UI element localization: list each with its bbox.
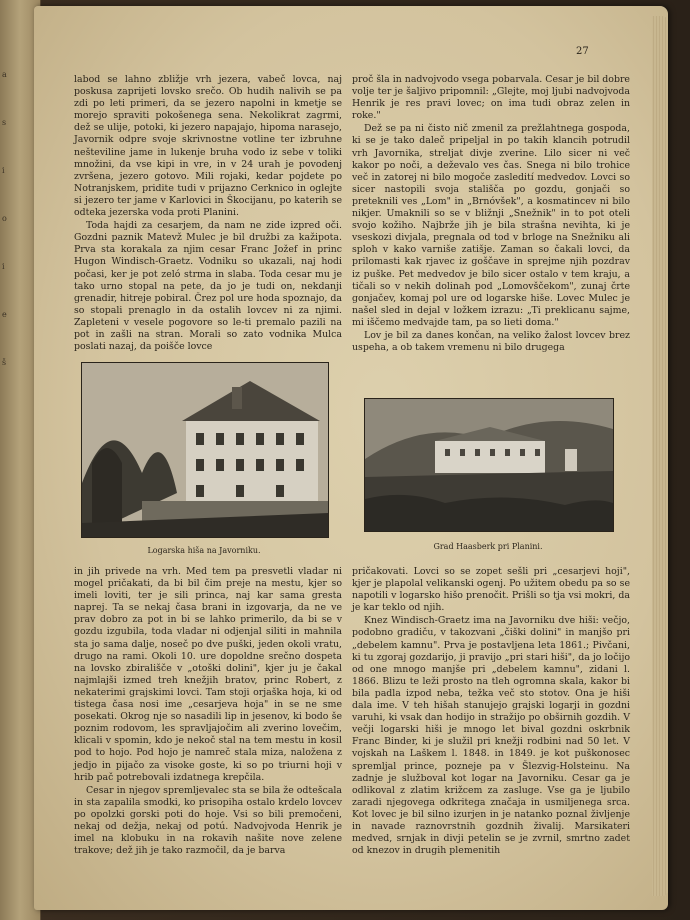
- page-edge: [652, 16, 668, 896]
- paragraph: Knez Windisch-Graetz ima na Javorniku dve hiši: večjo, podobno gradiču, v takozvani „čiški dolini" in manjšo pri „debelem kamnu". Prva je postavljena leta 1861.; Pivčani, ki tu zgoraj gozdarijo, ji pravijo „pri stari hiši", da jo ločijo od one mnogo manjše pri „debelem kamnu", zidani l. 1866. Blizu te leži prosto na tleh ogromna skala, kakor bi bila padla izpod neba, težka več sto stotov. Ona je hiši dala ime. V teh hišah stanujejo grajski logarji in gozdni varuhi, ki vsak dan hodijo in stražijo po obširnih gozdih. V večji logarski hiši je mnogo let bival gozdni oskrbnik Franc Binder, ki je služil pri knežji rodbini nad 50 let. V vojskah na Laškem l. 1848. in 1849. je kot puškonosec spremljal prince, pozneje pa v Šlezvig-Holsteinu. Na zadnje je služboval kot logar na Javorniku. Cesar ga je odlikoval z zlatim križcem za zasluge. Vse ga je ljubilo zaradi njegovega odkritega značaja in usmiljenega srca. Kot lovec je bil silno izurjen in je natanko poznal življenje in navade raznovrstnih gozdnih živalij. Marsikateri medved, srnjak in divji petelin se je zvrnil, smrtno zadet od knezov in drugih plemenitih: [352, 615, 630, 857]
- margin-fragment: i: [2, 166, 5, 175]
- paragraph: pričakovati. Lovci so se zopet sešli pri „cesarjevi hoji", kjer je plapolal velikanski ogenj. Po užitem obedu pa so se napotili v logarsko hišo prenočit. Prišli so tja vsi mokri, da je kar teklo od njih.: [352, 566, 630, 614]
- margin-fragment: e: [2, 310, 7, 319]
- margin-fragment: i: [2, 262, 5, 271]
- margin-fragment: o: [2, 214, 7, 223]
- margin-fragment: s: [2, 118, 7, 127]
- margin-fragment: š: [2, 358, 7, 367]
- column-left-bottom: [74, 566, 342, 858]
- paragraph: proč šla in nadvojvodo vsega pobarvala. Cesar je bil dobre volje ter je šaljivo pripomnil: „Glejte, moj ljubi nadvojvoda Henrik je res pravi lovec; on ima tudi obraz zelen in roke.": [352, 74, 630, 122]
- book-page: [34, 6, 668, 910]
- column-right-top: [352, 74, 630, 355]
- paragraph: Lov je bil za danes končan, na veliko žalost lovcev brez uspeha, a ob takem vremenu ni bilo drugega: [352, 329, 630, 354]
- photo-logarska-hisa: [81, 362, 329, 538]
- photo-caption-right: Grad Haasberk pri Planini.: [433, 542, 543, 551]
- photo-caption-left: Logarska hiša na Javorniku.: [147, 546, 261, 555]
- paragraph: labod se lahno zbližje vrh jezera, vabeč lovca, naj poskusa zaprijeti lovsko srečo. Ob hudih nalivih se pa zdi po leti primeri, da se jezero napolni in kmetje se morejo spraviti pokošenega sena. Nekolikrat zagrmi, dež se ulije, potoki, ki jezero napajajo, hipoma narasejo, Javornik odpre svoje skrivnostne votline ter izbruhne nešteviline jame in lukenje bruha vodo iz sebe v toliki množini, da vse kipi in vre, in v 24 urah je povodenj zvršena, jezero gotovo. Mili rojaki, kedar pojdete po Notranjskem, pridite tudi v prijazno Cerknico in oglejte si jezero ter jame v Karlovici in Škocijanu, po katerih se odteka jezerska voda proti Planini.: [74, 74, 342, 219]
- column-right-bottom: [352, 566, 630, 858]
- column-left-top: [74, 74, 342, 354]
- paragraph: in jih privede na vrh. Med tem pa presvetli vladar ni mogel pričakati, da bi bil čim preje na mestu, kjer so imeli loviti, ter je sili princa, naj kar sama gresta naprej. Ta se nekaj časa brani in izgovarja, da ne ve prav dobro za pot in bi se lahko primerilo, da bi se v gozdu izgubila, toda vladar ni odjenjal siliti in mahnila sta jo sama dalje, noseč po dve puški, jeden okoli vratu, drugo na rami. Okoli 10. ure dopoldne srečno dospeta na lovsko zbirališče v „otoški dolini", kjer ju je čakal najmlajši izmed treh knežjih bratov, princ Robert, z nekaterimi grajskimi lovci. Tam stoji orjaška hoja, ki od tistega časa nosi ime „cesarjeva hoja" in se ne sme posekati. Okrog nje so nasadili lip in jesenov, ki bodo še poznim rodovom, les spravljajočim ali zverino lovečim, klicali v spomin, kdo je nekoč stal na tem mestu in kosil pod to hojo. Pod hojo je namreč stala miza, naložena z jedjo in pijačo za visoke goste, ki so po triurni hoji v hrib pač potrebovali izdatnega krepčila.: [74, 566, 342, 783]
- house-illustration: [82, 363, 328, 537]
- photo-grad-haasberk: [364, 398, 614, 532]
- paragraph: Toda hajdi za cesarjem, da nam ne zide izpred oči. Gozdni paznik Matevž Mulec je bil družbi za kažipota. Prva sta korakala za njim cesar Franc Jožef in princ Hugon Windisch-Graetz. Vodniku so ukazali, naj hodi počasi, ker je pot zeló strma in slaba. Toda cesar mu je tako urno stopal na pete, da jo je tudi on, nekdanji grenadir, hitreje pobiral. Črez pol ure hoda spoznajo, da so stopali prenaglo in da ostalih lovcev ni za njimi. Zapleteni v vesele pogovore so le-ti premalo pazili na pot in zašli na stran. Morali so zato vodnika Mulca poslati nazaj, da poišče lovce: [74, 220, 342, 353]
- castle-illustration: [365, 399, 613, 531]
- paragraph: Dež se pa ni čisto nič zmenil za prežlahtnega gospoda, ki se je tako daleč pripeljal in po takih klancih potrudil vrh Javornika, streljat divje zverine. Lilo sicer ni več kakor po noči, a deževalo ves čas. Snega ni bilo trohice več in zatorej ni bilo mogoče zasledití medvedov. Lovci so sicer nastopili svoja stališča po gozdu, gonjači so preteknili ves „Lom" in „Brnóvšek", a kosmatincev ni bilo nikjer. Umaknili so se v bližnji „Snežnik" in to pot oteli svojo kožiho. Najbrže jih je bila strašna nevihta, ki je vseskozi divjala, pregnala od tod v brloge na Snežniku ali sploh v kako varniše zatišje. Zaman so čakali lovci, da prilomasti kak rjavec iz goščave in sprejme njih pozdrav iz puške. Pet medvedov je bilo sicer ostalo v tem kraju, a tičali so v nekih dolinah pod „Lomovščekom", zunaj črte gonjačev, komaj pol ure od logarske hiše. Lovec Mulec je našel sled in dejal v ložkem izrazu: „Ti preklicanu sajme, mi iščemo medvajde tam, pa so lieti doma.": [352, 123, 630, 328]
- page-number: 27: [576, 46, 589, 57]
- margin-fragment: a: [2, 70, 7, 79]
- paragraph: Cesar in njegov spremljevalec sta se bila že odtešcala in sta zapalila smodki, ko prisopiha ostalo krdelo lovcev po opolzki gorski poti do hoje. Vsi so bili premočeni, nekaj od dežja, nekaj od potú. Nadvojvoda Henrik je imel na klobuku in na rokavih našite nove zelene trakove; dež jih je tako razmočil, da je barva: [74, 784, 342, 857]
